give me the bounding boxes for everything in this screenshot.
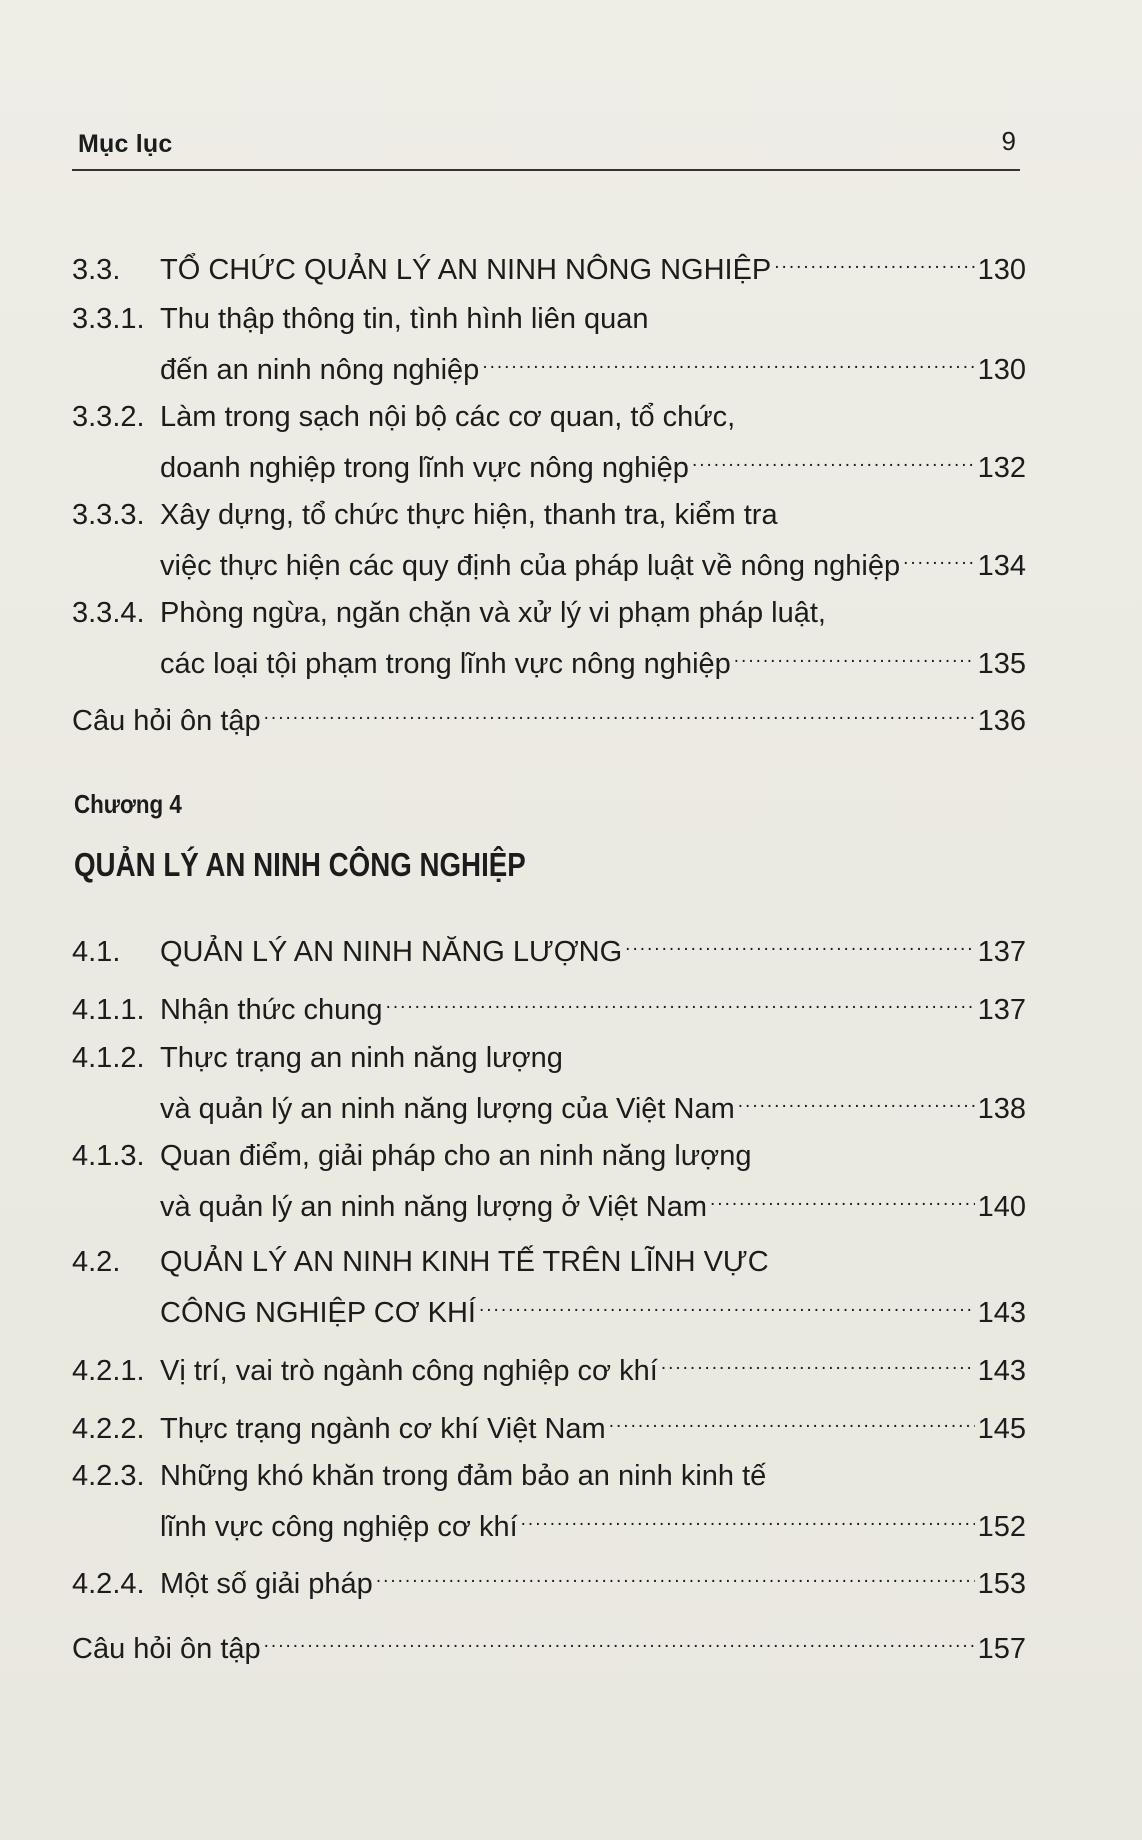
entry-title-line: Quan điểm, giải pháp cho an ninh năng lượng [160,1140,752,1172]
entry-title-line: Xây dựng, tổ chức thực hiện, thanh tra, kiểm tra [160,499,778,531]
entry-page: 152 [977,1511,1026,1543]
entry-title-line: CÔNG NGHIỆP CƠ KHÍ [160,1297,476,1329]
toc-entry [72,1136,1026,1223]
entry-page: 138 [977,1093,1026,1125]
entry-title-line: Phòng ngừa, ngăn chặn và xử lý vi phạm pháp luật, [160,597,826,629]
dot-leader [692,437,975,477]
entry-page: 140 [977,1191,1026,1223]
entry-page: 157 [977,1633,1026,1665]
dot-leader [738,1078,975,1118]
entry-title-line: và quản lý an ninh năng lượng của Việt Nam [160,1093,735,1125]
entry-title-line: lĩnh vực công nghiệp cơ khí [160,1511,518,1543]
entry-number: 3.3.2. [72,401,145,433]
entry-title-line: và quản lý an ninh năng lượng ở Việt Nam [160,1191,708,1223]
entry-title: Một số giải pháp [160,1568,373,1600]
entry-number: 4.2.2. [72,1413,145,1445]
entry-title-line: việc thực hiện các quy định của pháp luật về nông nghiệp [160,550,901,582]
entry-number: 4.2. [72,1246,121,1278]
entry-page: 134 [977,550,1026,582]
entry-title: QUẢN LÝ AN NINH NĂNG LƯỢNG [160,936,623,968]
toc-entry [72,299,1026,386]
running-title: Mục lục [78,130,173,158]
entry-title: Nhận thức chung [160,994,383,1026]
entry-number: 3.3. [72,254,121,286]
entry-page: 145 [977,1413,1026,1445]
entry-title-line: Những khó khăn trong đảm bảo an ninh kinh tế [160,1460,767,1492]
toc-entry [72,1038,1026,1125]
dot-leader [774,239,974,279]
dot-leader [609,1398,975,1438]
entry-page: 137 [977,936,1026,968]
entry-title-line: các loại tội phạm trong lĩnh vực nông nghiệp [160,648,731,680]
entry-number: 4.1. [72,936,121,968]
entry-number: 4.1.3. [72,1140,145,1172]
toc-entry-review [72,1618,1026,1665]
entry-page: 143 [977,1355,1026,1387]
entry-number: 3.3.4. [72,597,145,629]
toc-entry [72,1456,1026,1543]
entry-number: 4.1.1. [72,994,145,1026]
toc-entry [72,239,1026,286]
dot-leader [734,633,975,673]
dot-leader [376,1553,975,1593]
entry-title-line: Thực trạng an ninh năng lượng [160,1042,563,1074]
entry-page: 135 [977,648,1026,680]
dot-leader [903,535,975,575]
entry-title: Thực trạng ngành cơ khí Việt Nam [160,1413,606,1445]
running-header [72,126,1020,166]
dot-leader [710,1176,975,1216]
toc-entry [72,397,1026,484]
dot-leader [386,979,975,1019]
entry-title: Câu hỏi ôn tập [72,705,261,737]
entry-title: Câu hỏi ôn tập [72,1633,261,1665]
entry-number: 4.2.4. [72,1568,145,1600]
dot-leader [479,1282,975,1322]
toc-entry [72,495,1026,582]
page-number: 9 [1001,126,1016,156]
toc-entry [72,1398,1026,1445]
toc-entry [72,593,1026,680]
entry-title-line: đến an ninh nông nghiệp [160,354,480,386]
entry-page: 143 [977,1297,1026,1329]
entry-title-line: Thu thập thông tin, tình hình liên quan [160,303,649,335]
entry-number: 4.2.3. [72,1460,145,1492]
entry-page: 130 [977,254,1026,286]
entry-page: 137 [977,994,1026,1026]
entry-title-line: doanh nghiệp trong lĩnh vực nông nghiệp [160,452,689,484]
entry-page: 130 [977,354,1026,386]
dot-leader [264,1618,975,1658]
entry-title-line: Làm trong sạch nội bộ các cơ quan, tổ chức, [160,401,736,433]
toc-entry-review [72,690,1026,737]
dot-leader [661,1340,975,1380]
toc-entry [72,921,1026,968]
entry-number: 3.3.3. [72,499,145,531]
dot-leader [625,921,974,961]
entry-page: 132 [977,452,1026,484]
dot-leader [482,339,974,379]
entry-title: Vị trí, vai trò ngành công nghiệp cơ khí [160,1355,658,1387]
entry-number: 3.3.1. [72,303,145,335]
dot-leader [521,1496,975,1536]
toc-entry [72,1242,1026,1329]
entry-number: 4.1.2. [72,1042,145,1074]
entry-title-line: QUẢN LÝ AN NINH KINH TẾ TRÊN LĨNH VỰC [160,1246,769,1278]
toc-entry [72,1340,1026,1387]
entry-page: 136 [977,705,1026,737]
chapter-label: Chương 4 [74,789,182,819]
entry-title: TỔ CHỨC QUẢN LÝ AN NINH NÔNG NGHIỆP [160,254,772,286]
header-rule [72,169,1020,171]
chapter-title: QUẢN LÝ AN NINH CÔNG NGHIỆP [74,846,526,883]
entry-number: 4.2.1. [72,1355,145,1387]
toc-entry [72,1553,1026,1600]
toc-entry [72,979,1026,1026]
dot-leader [264,690,975,730]
entry-page: 153 [977,1568,1026,1600]
